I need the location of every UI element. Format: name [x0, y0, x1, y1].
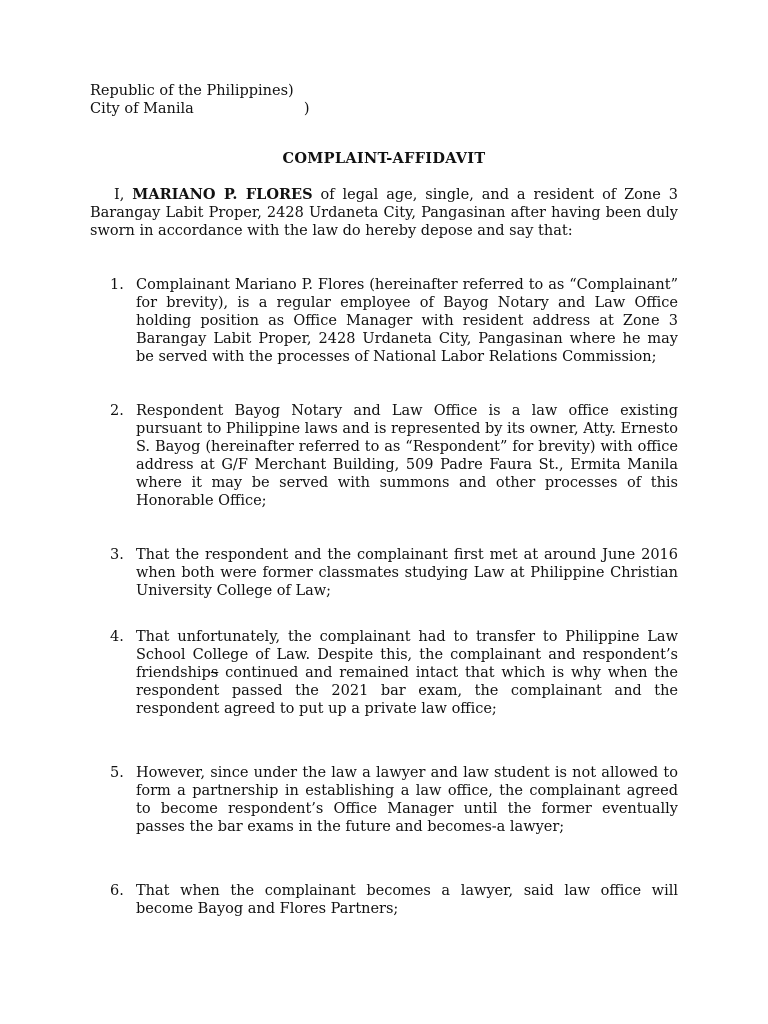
item-number: 6.	[110, 883, 124, 899]
item-text: That the respondent and the complainant first met at around June 2016 when both were former classmates studying Law at Philippine Christian University College of Law;	[136, 547, 678, 599]
item-number: 5.	[110, 765, 124, 781]
venue-city-paren: )	[303, 101, 310, 117]
intro-paragraph	[90, 186, 678, 240]
item-number: 2.	[110, 403, 124, 419]
affiant-name: MARIANO P. FLORES	[132, 186, 313, 203]
numbered-item-5	[110, 764, 678, 836]
intro-prefix: I,	[114, 187, 133, 203]
numbered-item-1	[110, 276, 678, 366]
struck-letter: s	[210, 665, 219, 681]
numbered-item-3	[110, 546, 678, 600]
item-text: Respondent Bayog Notary and Law Office is a law office existing pursuant to Philippine laws and is represented by its owner, Atty. Ernesto S. Bayog (hereinafter referred to as “Respondent” for brevity) with office address at G/F Merchant Building, 509 Padre Faura St., Ermita Manila where it may be served with summons and other processes of this Honorable Office;	[136, 403, 678, 509]
item-number: 3.	[110, 547, 124, 563]
venue-block	[90, 82, 490, 118]
intro-rest: of legal age, single, and a resident of Zone 3 Barangay Labit Proper, 2428 Urdaneta City, Pangasinan after having been duly sworn in accordance with the law do hereby depose and say that:	[90, 187, 678, 239]
venue-city-text: City of Manila	[90, 101, 194, 117]
venue-line-city	[90, 100, 490, 118]
numbered-item-2	[110, 402, 678, 510]
item-text	[136, 628, 678, 718]
venue-country-text: Republic of the Philippines)	[90, 83, 294, 99]
item-text: However, since under the law a lawyer and law student is not allowed to form a partnership in establishing a law office, the complainant agreed to become respondent’s Office Manager until the former eventually passes the bar exams in the future and becomes-a lawyer;	[136, 765, 678, 835]
item-text-part-a: That unfortunately, the complainant had to transfer to Philippine Law School College of Law. Despite this, the complainant and respondent’s friendship	[136, 629, 678, 681]
item-text: Complainant Mariano P. Flores (hereinafter referred to as “Complainant” for brevity), is a regular employee of Bayog Notary and Law Office holding position as Office Manager with resident address at Zone 3 Barangay Labit Proper, 2428 Urdaneta City, Pangasinan where he may be served with the processes of National Labor Relations Commission;	[136, 277, 678, 365]
item-text: That when the complainant becomes a lawyer, said law office will become Bayog and Flores Partners;	[136, 883, 678, 917]
document-title: COMPLAINT-AFFIDAVIT	[282, 150, 486, 167]
venue-line-country	[90, 82, 490, 100]
numbered-item-4	[110, 628, 678, 718]
numbered-item-6	[110, 882, 678, 918]
item-text-part-b: continued and remained intact that which is why when the respondent passed the 2021 bar exam, the complainant and the respondent agreed to put up a private law office;	[136, 665, 678, 717]
item-number: 1.	[110, 277, 124, 293]
item-number: 4.	[110, 629, 124, 645]
